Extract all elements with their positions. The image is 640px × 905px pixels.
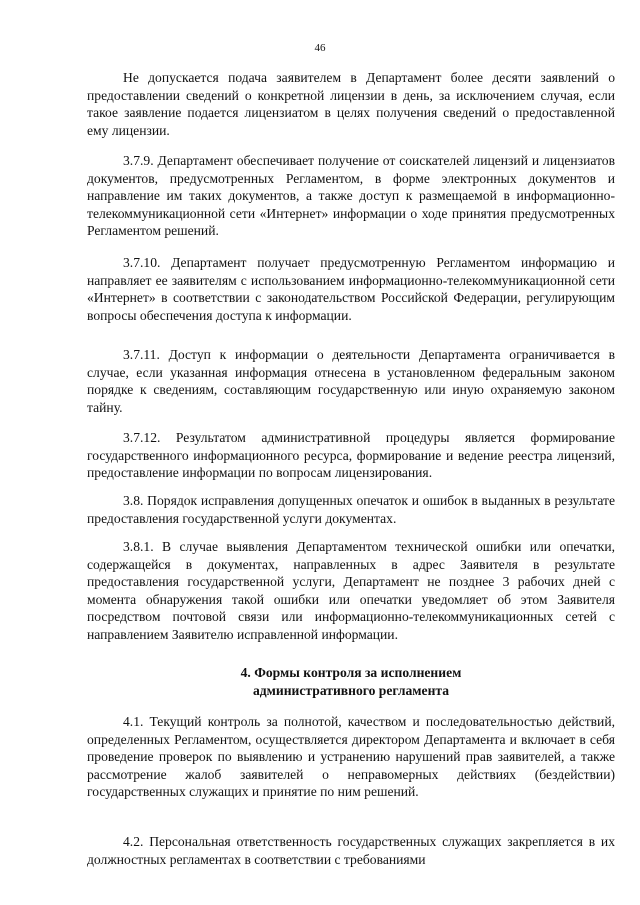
page-number: 46 [314,42,326,54]
paragraph-3-7-11: 3.7.11. Доступ к информации о деятельности Департамента ограничивается в случае, если указанная информация отнесена в установленном федеральным законом порядке к сведениям, составляющим государственную или иную охраняемую законом тайну. [87,347,615,415]
section-heading-line-2: административного регламента [252,682,450,698]
paragraph-3-7-12: 3.7.12. Результатом административной процедуры является формирование государственного информационного ресурса, формирование и ведение реестра лицензий, предоставление информации по вопросам лицензирования. [87,430,615,481]
section-heading-line-1: 4. Формы контроля за исполнением [240,665,462,680]
paragraph-decoding-limit: Не допускается подача заявителем в Департамент более десяти заявлений о предоставлении сведений о конкретной лицензии в день, за исключением случая, если такое заявление подается лицензиатом в целях получения сведений о предоставленной ему лицензии. [87,70,615,138]
paragraph-3-7-10: 3.7.10. Департамент получает предусмотренную Регламентом информацию и направляет ее заявителям с использованием информационно-телекоммуникационной сети «Интернет» в соответствии с законодательством Российской Федерации, регулирующим вопросы обеспечения доступа к информации. [87,255,615,323]
paragraph-3-8: 3.8. Порядок исправления допущенных опечаток и ошибок в выданных в результате предоставления государственной услуги документах. [87,493,615,526]
paragraph-4-2: 4.2. Персональная ответственность государственных служащих закрепляется в их должностных регламентах в соответствии с требованиями [87,834,615,867]
paragraph-3-7-9: 3.7.9. Департамент обеспечивает получение от соискателей лицензий и лицензиатов документов, предусмотренных Регламентом, в форме электронных документов и направление им таких документов, а также доступ к размещаемой в информационно-телекоммуникационной сети «Интернет» информации о ходе принятия предусмотренных Регламентом решений. [87,153,615,239]
paragraph-4-1: 4.1. Текущий контроль за полнотой, качеством и последовательностью действий, определенных Регламентом, осуществляется директором Департамента и включает в себя проведение проверок по выявлению и устранению нарушений прав заявителей, а также рассмотрение жалоб заявителей о неправомерных действиях (бездействии) государственных служащих и принятие по ним решений. [87,714,615,800]
section-heading [87,664,615,699]
paragraph-3-8-1: 3.8.1. В случае выявления Департаментом технической ошибки или опечатки, содержащейся в документах, направленных в адрес Заявителя в результате предоставления государственной услуги, Департамент не позднее 3 рабочих дней с момента обнаружения такой ошибки или опечатки уведомляет об этом Заявителя посредством почтовой связи или информационно-телекоммуникационных сетей с направлением Заявителю исправленной информации. [87,539,615,642]
